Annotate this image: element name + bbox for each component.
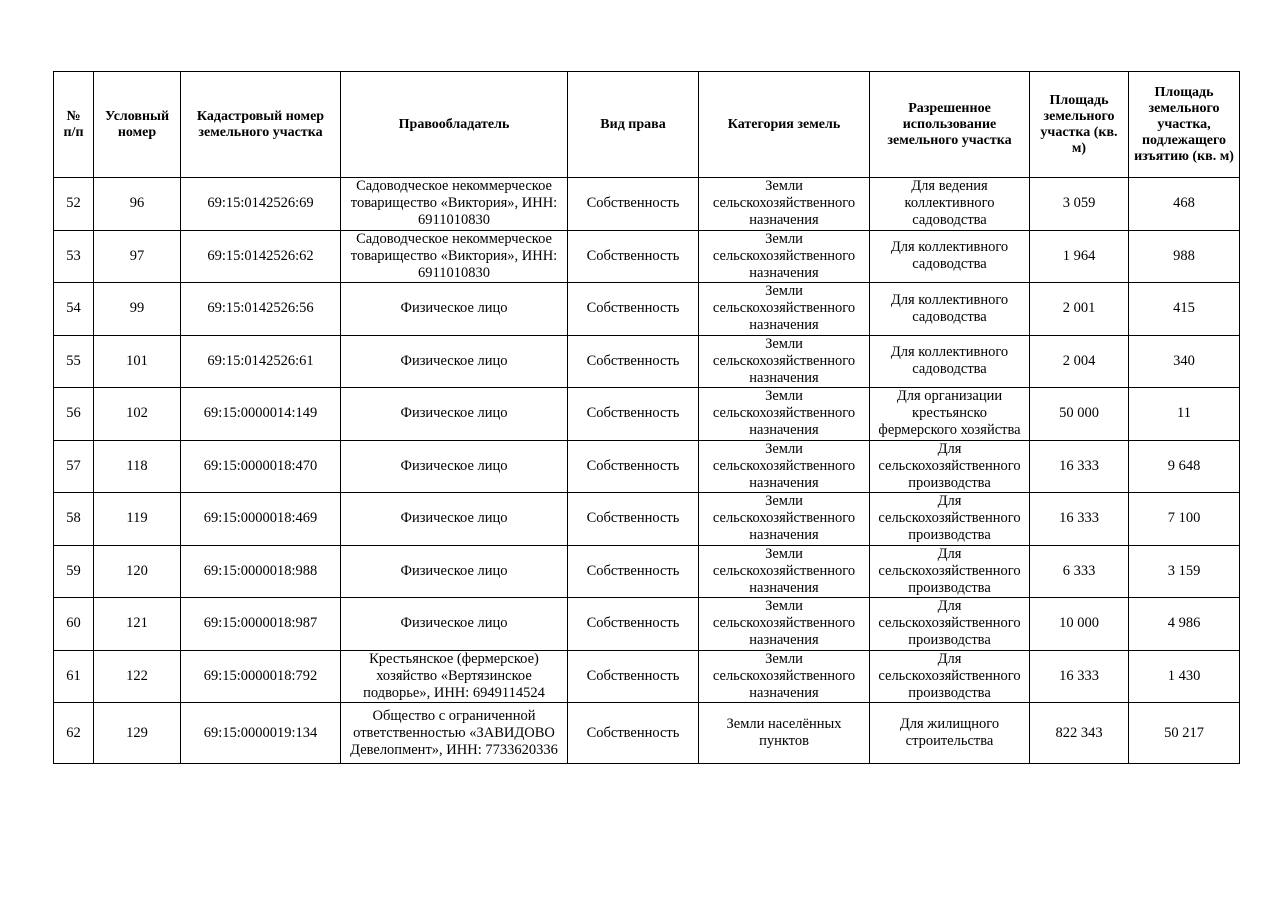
cell-right-type: Собственность [568, 703, 699, 764]
cell-num: 62 [54, 703, 94, 764]
cell-permitted-use: Для жилищного строительства [870, 703, 1030, 764]
cell-num: 55 [54, 335, 94, 388]
cell-right-type: Собственность [568, 388, 699, 441]
cell-permitted-use: Для коллективного садоводства [870, 230, 1030, 283]
cell-owner: Садоводческое некоммерческое товарищество «Виктория», ИНН: 6911010830 [341, 178, 568, 231]
cell-land-category: Земли сельскохозяйственного назначения [699, 493, 870, 546]
cell-owner: Общество с ограниченной ответственностью «ЗАВИДОВО Девелопмент», ИНН: 7733620336 [341, 703, 568, 764]
cell-owner: Физическое лицо [341, 493, 568, 546]
cell-permitted-use: Для сельскохозяйственного производства [870, 650, 1030, 703]
cell-permitted-use: Для сельскохозяйственного производства [870, 598, 1030, 651]
cell-num: 60 [54, 598, 94, 651]
cell-cadastral-number: 69:15:0142526:69 [181, 178, 341, 231]
cell-permitted-use: Для сельскохозяйственного производства [870, 545, 1030, 598]
cell-owner: Физическое лицо [341, 440, 568, 493]
table-row [54, 178, 1240, 231]
header-seized-area: Площадь земельного участка, подлежащего изъятию (кв. м) [1129, 72, 1240, 178]
header-conditional-number: Условный номер [94, 72, 181, 178]
cell-right-type: Собственность [568, 440, 699, 493]
cell-owner: Садоводческое некоммерческое товарищество «Виктория», ИНН: 6911010830 [341, 230, 568, 283]
cell-num: 58 [54, 493, 94, 546]
cell-seized-area: 4 986 [1129, 598, 1240, 651]
cell-cadastral-number: 69:15:0000018:987 [181, 598, 341, 651]
cell-cadastral-number: 69:15:0000018:988 [181, 545, 341, 598]
cell-conditional-number: 99 [94, 283, 181, 336]
cell-right-type: Собственность [568, 178, 699, 231]
cell-owner: Физическое лицо [341, 545, 568, 598]
cell-plot-area: 822 343 [1030, 703, 1129, 764]
cell-seized-area: 468 [1129, 178, 1240, 231]
cell-seized-area: 7 100 [1129, 493, 1240, 546]
cell-conditional-number: 96 [94, 178, 181, 231]
table-row [54, 703, 1240, 764]
table-row [54, 388, 1240, 441]
cell-plot-area: 3 059 [1030, 178, 1129, 231]
table-row [54, 230, 1240, 283]
cell-right-type: Собственность [568, 650, 699, 703]
cell-cadastral-number: 69:15:0142526:56 [181, 283, 341, 336]
cell-num: 56 [54, 388, 94, 441]
cell-right-type: Собственность [568, 598, 699, 651]
header-plot-area: Площадь земельного участка (кв. м) [1030, 72, 1129, 178]
cell-seized-area: 9 648 [1129, 440, 1240, 493]
cell-cadastral-number: 69:15:0000018:792 [181, 650, 341, 703]
cell-owner: Крестьянское (фермерское) хозяйство «Вертязинское подворье», ИНН: 6949114524 [341, 650, 568, 703]
cell-num: 59 [54, 545, 94, 598]
cell-seized-area: 50 217 [1129, 703, 1240, 764]
cell-land-category: Земли сельскохозяйственного назначения [699, 598, 870, 651]
cell-num: 52 [54, 178, 94, 231]
cell-right-type: Собственность [568, 230, 699, 283]
cell-seized-area: 340 [1129, 335, 1240, 388]
cell-land-category: Земли сельскохозяйственного назначения [699, 230, 870, 283]
cell-land-category: Земли населённых пунктов [699, 703, 870, 764]
cell-plot-area: 2 004 [1030, 335, 1129, 388]
table-row [54, 440, 1240, 493]
cell-conditional-number: 129 [94, 703, 181, 764]
cell-cadastral-number: 69:15:0000018:469 [181, 493, 341, 546]
header-cadastral-number: Кадастровый номер земельного участка [181, 72, 341, 178]
cell-land-category: Земли сельскохозяйственного назначения [699, 335, 870, 388]
cell-seized-area: 1 430 [1129, 650, 1240, 703]
cell-permitted-use: Для коллективного садоводства [870, 335, 1030, 388]
cell-plot-area: 50 000 [1030, 388, 1129, 441]
cell-plot-area: 16 333 [1030, 650, 1129, 703]
cell-conditional-number: 119 [94, 493, 181, 546]
land-plots-table [53, 71, 1240, 764]
cell-permitted-use: Для организации крестьянско фермерского хозяйства [870, 388, 1030, 441]
header-land-category: Категория земель [699, 72, 870, 178]
cell-cadastral-number: 69:15:0000014:149 [181, 388, 341, 441]
cell-land-category: Земли сельскохозяйственного назначения [699, 178, 870, 231]
cell-plot-area: 6 333 [1030, 545, 1129, 598]
cell-owner: Физическое лицо [341, 283, 568, 336]
cell-land-category: Земли сельскохозяйственного назначения [699, 283, 870, 336]
cell-seized-area: 11 [1129, 388, 1240, 441]
cell-owner: Физическое лицо [341, 335, 568, 388]
cell-conditional-number: 102 [94, 388, 181, 441]
cell-permitted-use: Для сельскохозяйственного производства [870, 440, 1030, 493]
cell-land-category: Земли сельскохозяйственного назначения [699, 650, 870, 703]
cell-right-type: Собственность [568, 545, 699, 598]
header-right-type: Вид права [568, 72, 699, 178]
cell-seized-area: 988 [1129, 230, 1240, 283]
cell-cadastral-number: 69:15:0000019:134 [181, 703, 341, 764]
cell-plot-area: 16 333 [1030, 440, 1129, 493]
cell-owner: Физическое лицо [341, 388, 568, 441]
cell-num: 57 [54, 440, 94, 493]
cell-conditional-number: 121 [94, 598, 181, 651]
cell-conditional-number: 101 [94, 335, 181, 388]
cell-right-type: Собственность [568, 335, 699, 388]
cell-right-type: Собственность [568, 283, 699, 336]
header-num: № п/п [54, 72, 94, 178]
cell-plot-area: 16 333 [1030, 493, 1129, 546]
cell-num: 54 [54, 283, 94, 336]
cell-land-category: Земли сельскохозяйственного назначения [699, 440, 870, 493]
table-row [54, 650, 1240, 703]
cell-plot-area: 1 964 [1030, 230, 1129, 283]
cell-right-type: Собственность [568, 493, 699, 546]
table-row [54, 283, 1240, 336]
cell-land-category: Земли сельскохозяйственного назначения [699, 545, 870, 598]
table-row [54, 335, 1240, 388]
cell-conditional-number: 97 [94, 230, 181, 283]
cell-conditional-number: 118 [94, 440, 181, 493]
cell-plot-area: 10 000 [1030, 598, 1129, 651]
cell-land-category: Земли сельскохозяйственного назначения [699, 388, 870, 441]
cell-permitted-use: Для коллективного садоводства [870, 283, 1030, 336]
cell-permitted-use: Для сельскохозяйственного производства [870, 493, 1030, 546]
cell-owner: Физическое лицо [341, 598, 568, 651]
cell-seized-area: 3 159 [1129, 545, 1240, 598]
cell-cadastral-number: 69:15:0142526:61 [181, 335, 341, 388]
cell-cadastral-number: 69:15:0000018:470 [181, 440, 341, 493]
cell-cadastral-number: 69:15:0142526:62 [181, 230, 341, 283]
table-row [54, 545, 1240, 598]
cell-plot-area: 2 001 [1030, 283, 1129, 336]
cell-num: 61 [54, 650, 94, 703]
cell-seized-area: 415 [1129, 283, 1240, 336]
cell-permitted-use: Для ведения коллективного садоводства [870, 178, 1030, 231]
table-row [54, 493, 1240, 546]
cell-conditional-number: 120 [94, 545, 181, 598]
cell-conditional-number: 122 [94, 650, 181, 703]
header-row [54, 72, 1240, 178]
header-permitted-use: Разрешенное использование земельного участка [870, 72, 1030, 178]
table-row [54, 598, 1240, 651]
cell-num: 53 [54, 230, 94, 283]
header-owner: Правообладатель [341, 72, 568, 178]
